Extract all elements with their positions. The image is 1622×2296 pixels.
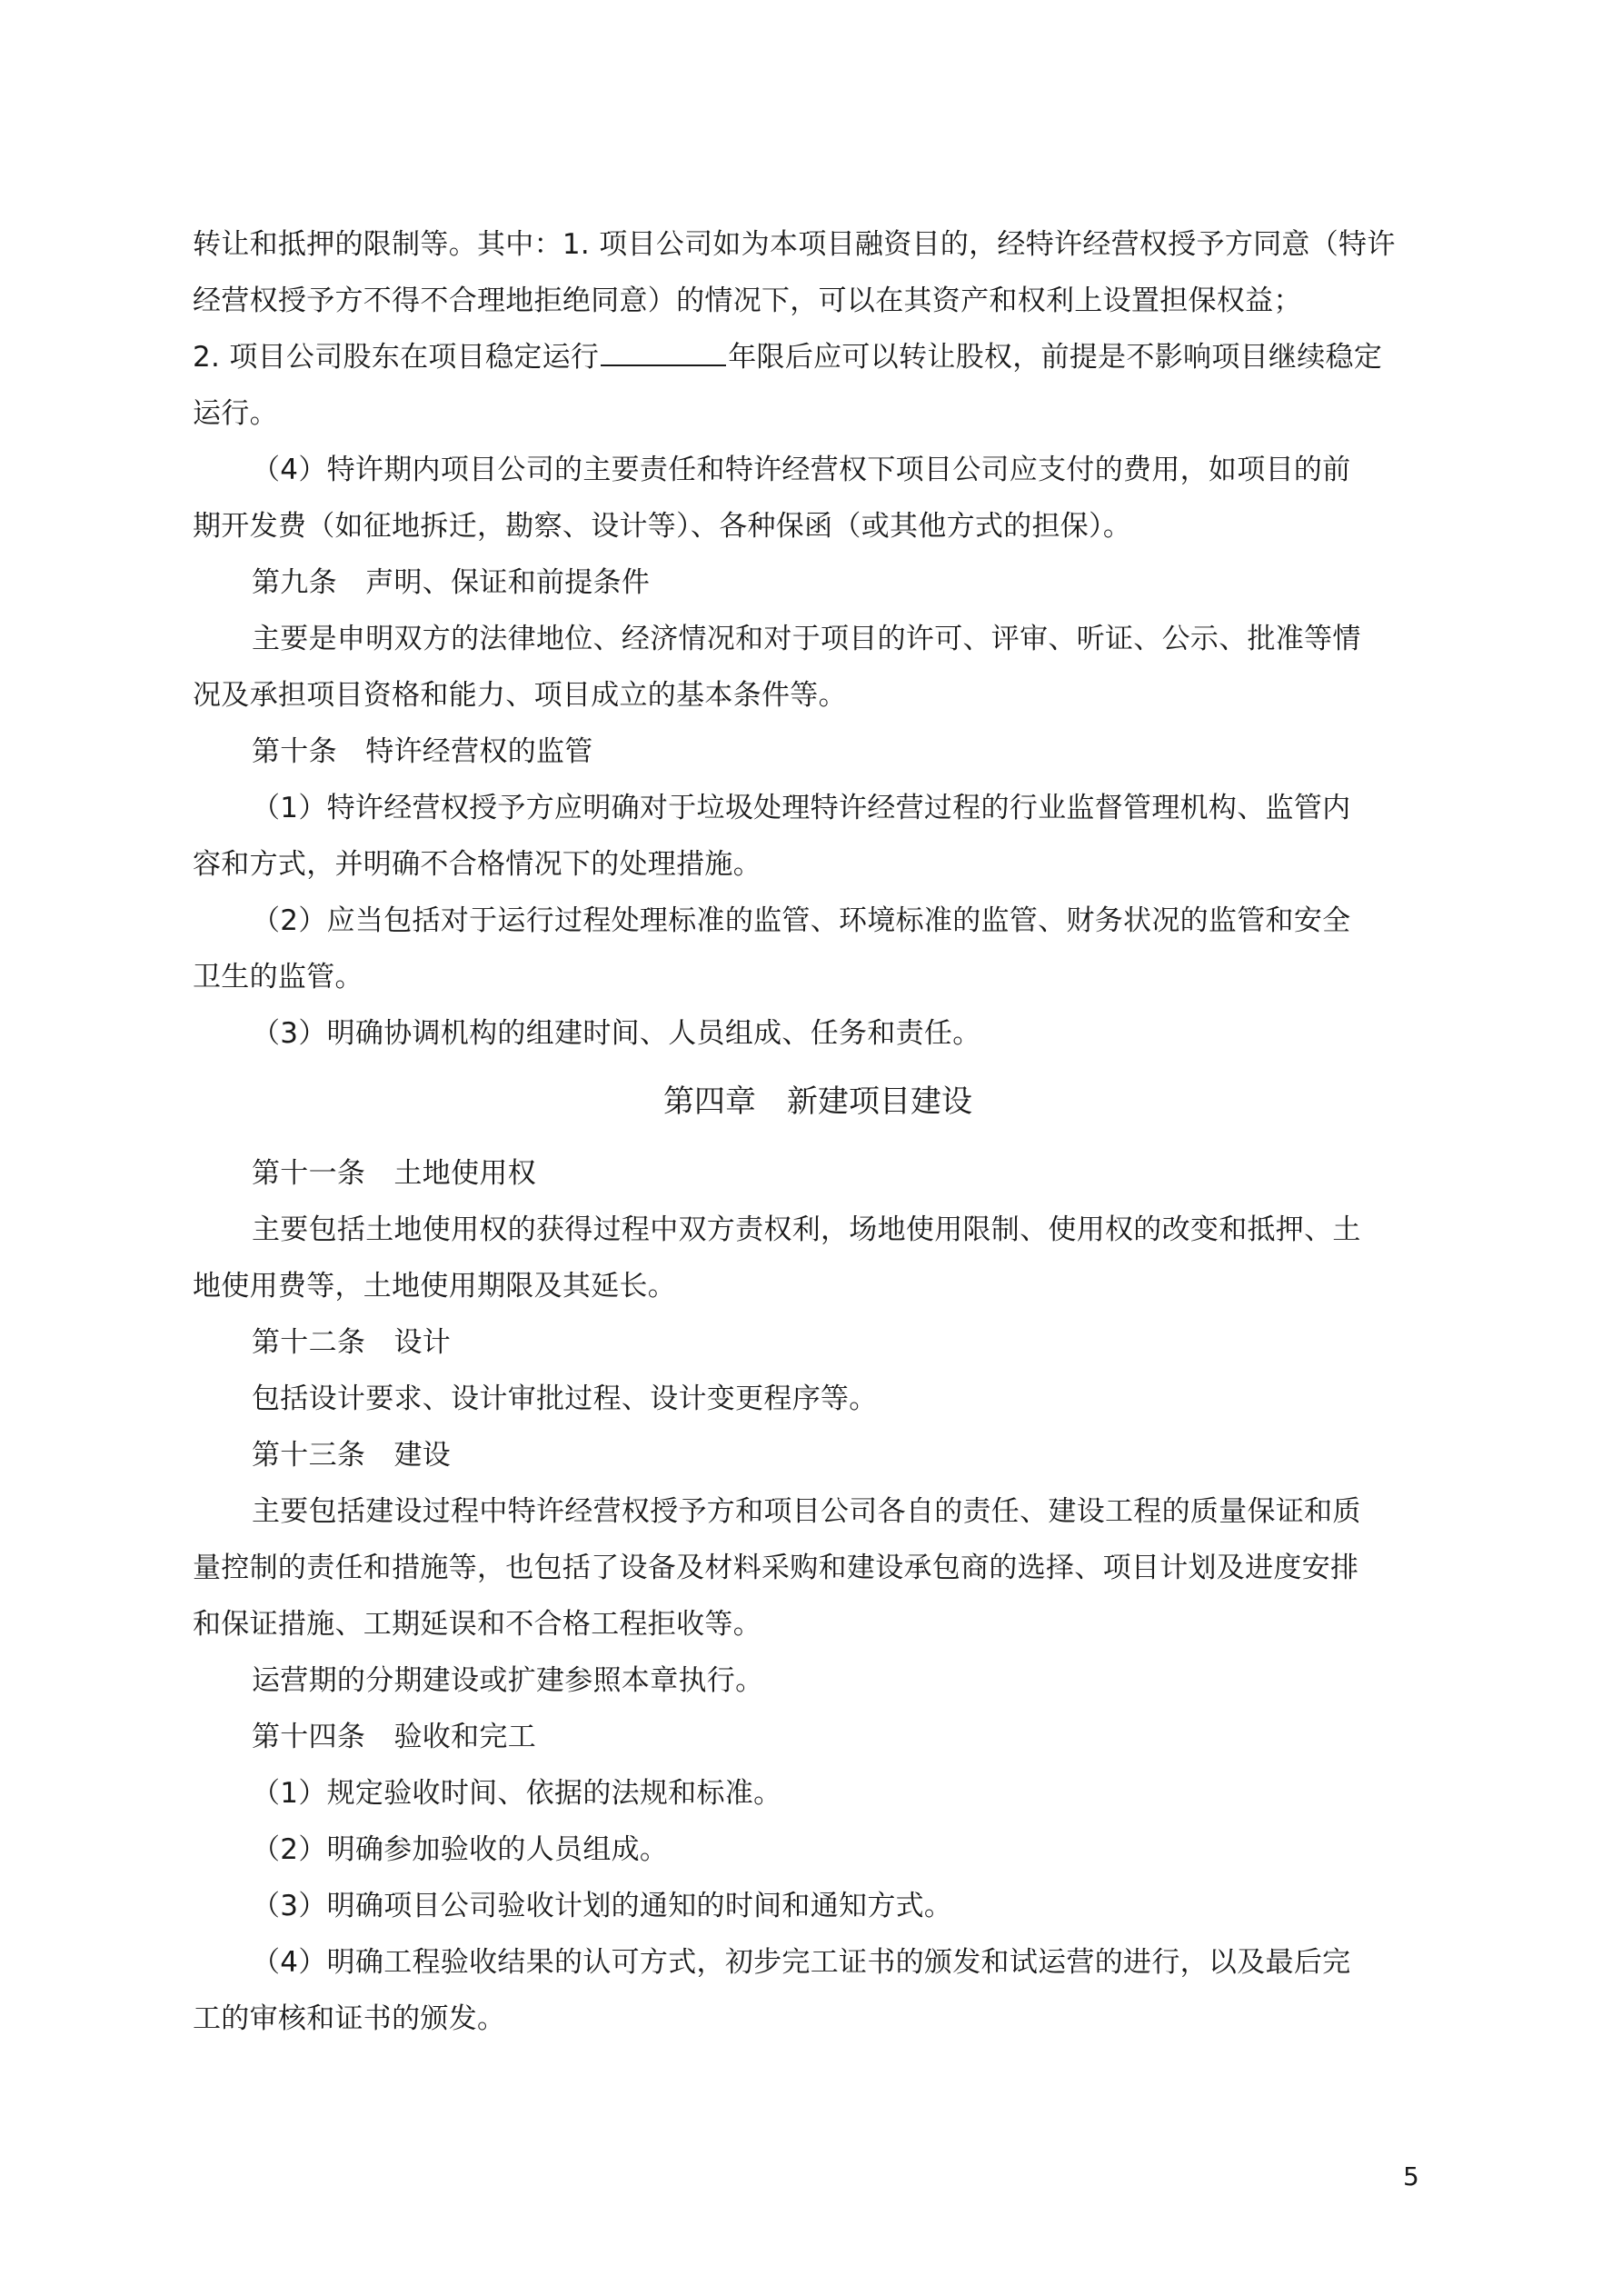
article-title: 第十一条 土地使用权 <box>252 1157 536 1190</box>
list-item: （3）明确项目公司验收计划的通知的时间和通知方式。 <box>252 1890 953 1922</box>
paragraph-line: 况及承担项目资格和能力、项目成立的基本条件等。 <box>193 679 847 712</box>
paragraph-line: 经营权授予方不得不合理地拒绝同意）的情况下，可以在其资产和权利上设置担保权益； <box>193 285 1302 317</box>
article-title: 第十三条 建设 <box>252 1439 452 1472</box>
paragraph-line: 地使用费等，土地使用期限及其延长。 <box>193 1270 677 1303</box>
paragraph-line: 和保证措施、工期延误和不合格工程拒收等。 <box>193 1608 761 1641</box>
list-item: （4）特许期内项目公司的主要责任和特许经营权下项目公司应支付的费用，如项目的前 <box>252 454 1351 486</box>
article-title: 第十四条 验收和完工 <box>252 1721 536 1753</box>
list-item-continuation: 容和方式，并明确不合格情况下的处理措施。 <box>193 848 761 881</box>
document-page <box>193 216 1443 2047</box>
text-after-blank: 年限后应可以转让股权，前提是不影响项目继续稳定 <box>728 341 1383 374</box>
paragraph-line-with-blank <box>193 329 1443 385</box>
fill-in-blank[interactable] <box>601 337 726 366</box>
paragraph-line: 运行。 <box>193 397 278 430</box>
text-before-blank: 2. 项目公司股东在项目稳定运行 <box>193 341 600 374</box>
list-item: （2）明确参加验收的人员组成。 <box>252 1833 669 1866</box>
list-item: （4）明确工程验收结果的认可方式，初步完工证书的颁发和试运营的进行，以及最后完 <box>252 1946 1351 1979</box>
chapter-heading: 第四章 新建项目建设 <box>663 1083 972 1120</box>
article-title: 第九条 声明、保证和前提条件 <box>252 566 651 599</box>
list-item-continuation: 卫生的监管。 <box>193 961 363 993</box>
paragraph-line: 主要是申明双方的法律地位、经济情况和对于项目的许可、评审、听证、公示、批准等情 <box>252 623 1361 655</box>
list-item-continuation: 工的审核和证书的颁发。 <box>193 2002 506 2035</box>
paragraph-line: 转让和抵押的限制等。其中：1. 项目公司如为本项目融资目的，经特许经营权授予方同意（特许 <box>193 228 1396 261</box>
article-title: 第十二条 设计 <box>252 1326 452 1359</box>
list-item: （1）特许经营权授予方应明确对于垃圾处理特许经营过程的行业监督管理机构、监管内 <box>252 792 1351 824</box>
paragraph-line: 运营期的分期建设或扩建参照本章执行。 <box>252 1664 764 1697</box>
paragraph-line: 主要包括建设过程中特许经营权授予方和项目公司各自的责任、建设工程的质量保证和质 <box>252 1495 1361 1528</box>
list-item: （3）明确协调机构的组建时间、人员组成、任务和责任。 <box>252 1017 981 1050</box>
article-title: 第十条 特许经营权的监管 <box>252 735 593 768</box>
paragraph-line: 主要包括土地使用权的获得过程中双方责权利，场地使用限制、使用权的改变和抵押、土 <box>252 1213 1361 1246</box>
paragraph-line: 量控制的责任和措施等，也包括了设备及材料采购和建设承包商的选择、项目计划及进度安排 <box>193 1552 1359 1584</box>
list-item: （2）应当包括对于运行过程处理标准的监管、环境标准的监管、财务状况的监管和安全 <box>252 904 1351 937</box>
page-number: 5 <box>1403 2161 1419 2191</box>
list-item: （1）规定验收时间、依据的法规和标准。 <box>252 1777 782 1810</box>
list-item-continuation: 期开发费（如征地拆迁，勘察、设计等）、各种保函（或其他方式的担保）。 <box>193 510 1132 543</box>
paragraph-line: 包括设计要求、设计审批过程、设计变更程序等。 <box>252 1383 878 1415</box>
